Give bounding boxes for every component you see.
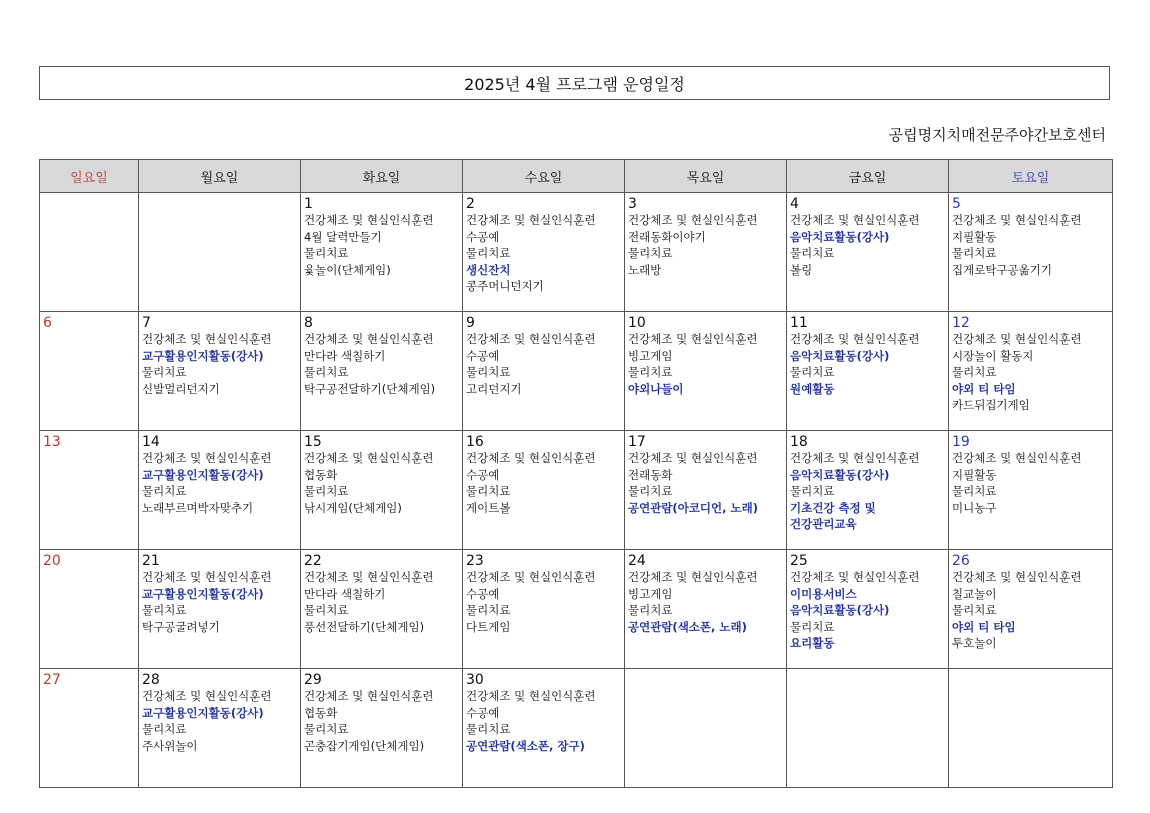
activity-item: 물리치료	[790, 484, 835, 498]
day-cell	[463, 312, 625, 431]
activity-item: 물리치료	[466, 722, 511, 736]
activity-item: 노래방	[628, 262, 662, 277]
day-cell	[463, 669, 625, 788]
activity-item: 협동화	[304, 705, 338, 720]
day-number: 9	[466, 315, 475, 331]
activity-item: 물리치료	[628, 484, 673, 498]
day-cell	[625, 193, 787, 312]
activity-item: 건강체조 및 현실인식훈련	[466, 451, 596, 465]
activity-item: 건강체조 및 현실인식훈련	[466, 213, 596, 227]
activity-item: 물리치료	[142, 722, 187, 736]
calendar-week-row	[40, 193, 1113, 312]
activity-item: 콩주머니던지기	[466, 279, 544, 293]
activity-item: 물리치료	[142, 365, 187, 379]
calendar-week-row	[40, 550, 1113, 669]
activity-item: 지필활동	[952, 229, 997, 244]
activity-item: 건강체조 및 현실인식훈련	[304, 689, 434, 703]
activity-item: 건강체조 및 현실인식훈련	[142, 689, 272, 703]
activity-item: 협동화	[304, 467, 338, 482]
day-number: 22	[304, 553, 322, 569]
day-cell	[40, 193, 139, 312]
day-number: 1	[304, 196, 313, 212]
day-cell	[139, 193, 301, 312]
activity-item: 물리치료	[304, 484, 349, 498]
activity-item: 물리치료	[790, 365, 835, 379]
schedule-title: 2025년 4월 프로그램 운영일정	[464, 74, 685, 94]
day-number: 16	[466, 434, 484, 450]
day-number: 13	[43, 434, 61, 450]
day-number: 17	[628, 434, 646, 450]
activity-item: 건강체조 및 현실인식훈련	[790, 451, 920, 465]
center-name: 공립명지치매전문주야간보호센터	[888, 126, 1106, 144]
activity-item: 카드뒤집기게임	[952, 398, 1030, 412]
day-cell	[301, 193, 463, 312]
day-cell	[787, 669, 949, 788]
day-cell	[949, 431, 1113, 550]
weekday-header-wednesday: 수요일	[463, 160, 625, 193]
activity-item: 게이트볼	[466, 500, 511, 515]
special-activity: 교구활용인지활동(강사)	[142, 705, 264, 720]
day-cell	[40, 669, 139, 788]
activity-item: 낚시게임(단체게임)	[304, 500, 402, 515]
special-activity: 공연관람(아코디언, 노래)	[628, 500, 758, 515]
day-cell	[301, 431, 463, 550]
activity-item: 빙고게임	[628, 348, 673, 363]
day-cell	[139, 312, 301, 431]
activity-item: 물리치료	[952, 484, 997, 498]
activity-item: 건강체조 및 현실인식훈련	[142, 570, 272, 584]
activity-item: 전래동화이야기	[628, 229, 706, 244]
day-cell	[787, 312, 949, 431]
activity-item: 투호놀이	[952, 636, 997, 650]
activity-item: 4월 달력만들기	[304, 229, 382, 244]
day-number: 15	[304, 434, 322, 450]
activity-item: 건강체조 및 현실인식훈련	[628, 332, 758, 346]
day-number: 8	[304, 315, 313, 331]
activity-item: 건강체조 및 현실인식훈련	[952, 570, 1082, 584]
activity-item: 다트게임	[466, 619, 511, 634]
weekday-header-thursday: 목요일	[625, 160, 787, 193]
day-cell	[40, 431, 139, 550]
special-activity: 음악치료활동(강사)	[790, 229, 890, 244]
activity-item: 볼링	[790, 262, 813, 277]
day-cell	[463, 550, 625, 669]
activity-item: 건강체조 및 현실인식훈련	[304, 332, 434, 346]
day-cell	[463, 431, 625, 550]
activity-item: 건강체조 및 현실인식훈련	[142, 332, 272, 346]
activity-item: 빙고게임	[628, 586, 673, 601]
day-number: 11	[790, 315, 808, 331]
special-activity: 생신잔치	[466, 262, 511, 277]
day-cell	[625, 431, 787, 550]
activity-item: 건강체조 및 현실인식훈련	[628, 451, 758, 465]
special-activity: 기초건강 측정 및	[790, 500, 876, 515]
activity-item: 탁구공전달하기(단체게임)	[304, 381, 436, 396]
day-number: 30	[466, 672, 484, 688]
activity-item: 건강체조 및 현실인식훈련	[628, 570, 758, 584]
day-cell	[139, 550, 301, 669]
activity-item: 물리치료	[790, 619, 835, 634]
special-activity: 음악치료활동(강사)	[790, 348, 890, 363]
activity-item: 수공예	[466, 348, 500, 363]
activity-item: 지필활동	[952, 467, 997, 482]
activity-item: 물리치료	[304, 722, 349, 736]
day-number: 20	[43, 553, 61, 569]
special-activity: 야외 티 타임	[952, 381, 1016, 396]
special-activity: 교구활용인지활동(강사)	[142, 348, 264, 363]
day-cell	[625, 312, 787, 431]
special-activity: 원예활동	[790, 381, 835, 396]
day-cell	[949, 550, 1113, 669]
activity-item: 건강체조 및 현실인식훈련	[466, 570, 596, 584]
day-number: 18	[790, 434, 808, 450]
special-activity: 건강관리교육	[790, 517, 857, 531]
day-cell	[949, 193, 1113, 312]
activity-item: 주사위놀이	[142, 738, 198, 753]
activity-item: 물리치료	[952, 246, 997, 260]
activity-item: 수공예	[466, 467, 500, 482]
activity-item: 건강체조 및 현실인식훈련	[142, 451, 272, 465]
day-number: 4	[790, 196, 799, 212]
day-cell	[787, 431, 949, 550]
weekday-header-sunday: 일요일	[40, 160, 139, 193]
activity-item: 풍선전달하기(단체게임)	[304, 619, 425, 634]
day-number: 7	[142, 315, 151, 331]
day-cell	[787, 193, 949, 312]
day-cell	[139, 669, 301, 788]
activity-item: 시장놀이 활동지	[952, 348, 1034, 363]
activity-item: 물리치료	[466, 246, 511, 260]
activity-item: 수공예	[466, 705, 500, 720]
day-cell	[949, 312, 1113, 431]
special-activity: 공연관람(색소폰, 노래)	[628, 619, 747, 634]
calendar-table	[39, 159, 1113, 788]
day-cell	[301, 550, 463, 669]
special-activity: 야외 티 타임	[952, 619, 1016, 634]
calendar-week-row	[40, 312, 1113, 431]
day-number: 14	[142, 434, 160, 450]
special-activity: 음악치료활동(강사)	[790, 603, 890, 617]
day-number: 27	[43, 672, 61, 688]
special-activity: 이미용서비스	[790, 586, 857, 601]
activity-item: 건강체조 및 현실인식훈련	[790, 570, 920, 584]
activity-item: 건강체조 및 현실인식훈련	[304, 570, 434, 584]
activity-item: 물리치료	[142, 603, 187, 617]
weekday-header-saturday: 토요일	[949, 160, 1113, 193]
activity-item: 건강체조 및 현실인식훈련	[952, 213, 1082, 227]
activity-item: 수공예	[466, 229, 500, 244]
activity-item: 칠교놀이	[952, 586, 997, 601]
day-number: 25	[790, 553, 808, 569]
special-activity: 요리활동	[790, 636, 835, 650]
activity-item: 탁구공굴려넣기	[142, 619, 220, 634]
day-cell	[40, 550, 139, 669]
special-activity: 음악치료활동(강사)	[790, 467, 890, 482]
activity-item: 전래동화	[628, 467, 673, 482]
day-cell	[139, 431, 301, 550]
activity-item: 신발멀리던지기	[142, 381, 220, 396]
day-number: 24	[628, 553, 646, 569]
calendar-week-row	[40, 669, 1113, 788]
day-cell	[463, 193, 625, 312]
activity-item: 건강체조 및 현실인식훈련	[790, 332, 920, 346]
activity-item: 건강체조 및 현실인식훈련	[304, 451, 434, 465]
day-cell	[40, 312, 139, 431]
activity-item: 건강체조 및 현실인식훈련	[952, 451, 1082, 465]
day-number: 26	[952, 553, 970, 569]
activity-item: 물리치료	[304, 365, 349, 379]
day-number: 3	[628, 196, 637, 212]
activity-item: 건강체조 및 현실인식훈련	[466, 689, 596, 703]
calendar-week-row	[40, 431, 1113, 550]
special-activity: 교구활용인지활동(강사)	[142, 586, 264, 601]
weekday-header-row	[40, 160, 1113, 193]
activity-item: 윷놀이(단체게임)	[304, 262, 391, 277]
day-cell	[301, 669, 463, 788]
activity-item: 물리치료	[466, 365, 511, 379]
activity-item: 건강체조 및 현실인식훈련	[466, 332, 596, 346]
activity-item: 물리치료	[142, 484, 187, 498]
activity-item: 노래부르며박자맞추기	[142, 500, 254, 515]
activity-item: 집게로탁구공옮기기	[952, 262, 1052, 277]
activity-item: 건강체조 및 현실인식훈련	[304, 213, 434, 227]
activity-item: 물리치료	[790, 246, 835, 260]
day-number: 2	[466, 196, 475, 212]
day-cell	[625, 550, 787, 669]
activity-item: 건강체조 및 현실인식훈련	[790, 213, 920, 227]
day-number: 21	[142, 553, 160, 569]
activity-item: 만다라 색칠하기	[304, 348, 386, 363]
activity-item: 건강체조 및 현실인식훈련	[952, 332, 1082, 346]
activity-item: 물리치료	[952, 603, 997, 617]
day-number: 5	[952, 196, 961, 212]
activity-item: 곤충잡기게임(단체게임)	[304, 738, 425, 753]
day-number: 29	[304, 672, 322, 688]
weekday-header-monday: 월요일	[139, 160, 301, 193]
day-number: 19	[952, 434, 970, 450]
activity-item: 물리치료	[952, 365, 997, 379]
activity-item: 물리치료	[628, 603, 673, 617]
day-number: 12	[952, 315, 970, 331]
activity-item: 물리치료	[304, 603, 349, 617]
activity-item: 물리치료	[628, 365, 673, 379]
day-number: 6	[43, 315, 52, 331]
day-cell	[301, 312, 463, 431]
schedule-title-box	[39, 66, 1110, 100]
activity-item: 물리치료	[628, 246, 673, 260]
weekday-header-tuesday: 화요일	[301, 160, 463, 193]
activity-item: 물리치료	[304, 246, 349, 260]
activity-item: 미니농구	[952, 500, 997, 515]
day-number: 10	[628, 315, 646, 331]
day-cell	[625, 669, 787, 788]
activity-item: 건강체조 및 현실인식훈련	[628, 213, 758, 227]
special-activity: 야외나들이	[628, 381, 684, 396]
day-number: 28	[142, 672, 160, 688]
activity-item: 수공예	[466, 586, 500, 601]
activity-item: 물리치료	[466, 603, 511, 617]
weekday-header-friday: 금요일	[787, 160, 949, 193]
special-activity: 교구활용인지활동(강사)	[142, 467, 264, 482]
activity-item: 만다라 색칠하기	[304, 586, 386, 601]
day-cell	[949, 669, 1113, 788]
activity-item: 물리치료	[466, 484, 511, 498]
day-cell	[787, 550, 949, 669]
day-number: 23	[466, 553, 484, 569]
activity-item: 고리던지기	[466, 381, 522, 396]
special-activity: 공연관람(색소폰, 장구)	[466, 738, 585, 753]
